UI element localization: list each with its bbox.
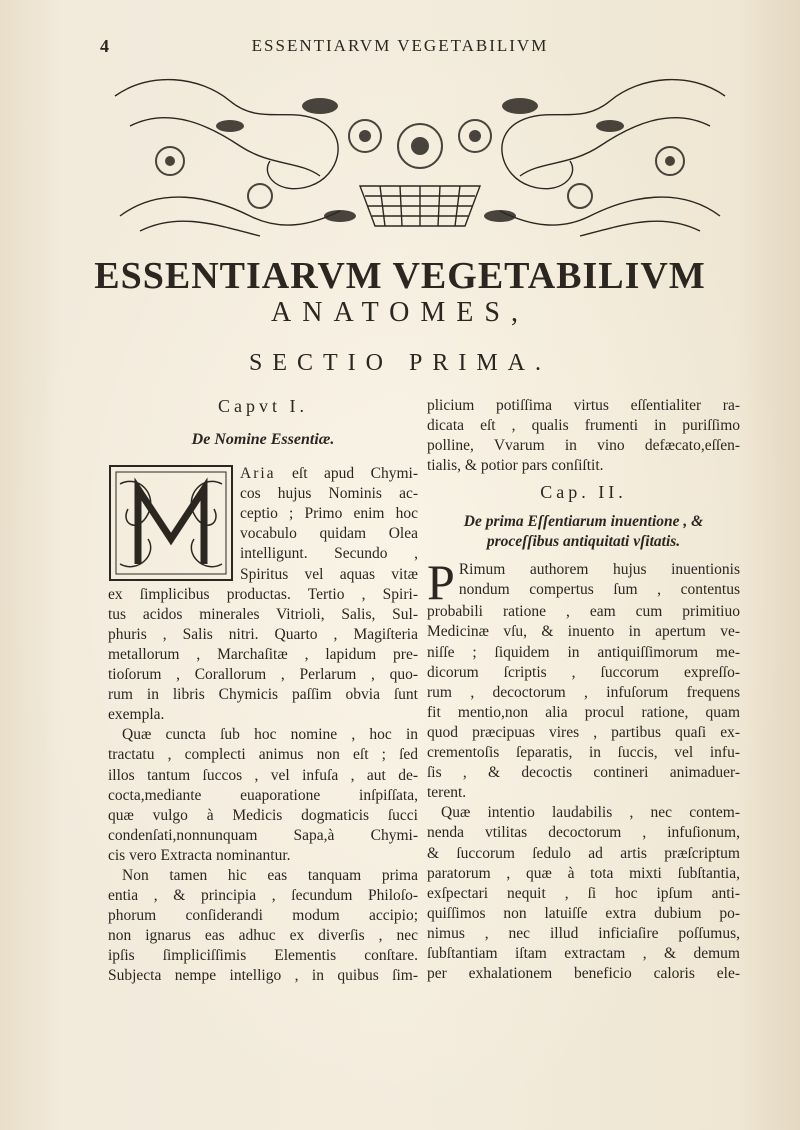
text-line: Non tamen hic eas tanquam prima [122, 866, 418, 884]
text-line: cos hujus Nominis ac- [240, 485, 418, 503]
text-line: nondum compertus ſum , contentus [458, 581, 740, 599]
chapter-title-line: proceſſibus antiquitati vſitatis. [486, 533, 681, 551]
chapter-title: De Nomine Essentiæ. [191, 431, 335, 448]
text-line: niſſe ; ſiquidem in antiquiſſimorum me- [427, 643, 740, 661]
text-line: cocta,mediante euaporatione inſpiſſata, [108, 786, 418, 804]
text-line: ſis , & decoctis contineri animaduer- [427, 764, 740, 782]
text-line: paratorum , quæ à tota mixti ſubſtantia, [427, 864, 740, 882]
text-line: polline, Vvarum in vino defæcato,eſſen- [427, 437, 740, 455]
paragraph-3 [108, 866, 418, 987]
text-line: phorum conſiderandi modum accipio; [108, 907, 418, 925]
chapter-heading: Capvt I. [218, 396, 308, 416]
text-line: Rimum authorem hujus inuentionis [458, 561, 740, 579]
text-line: eſt apud Chymi- [292, 465, 418, 483]
text-line: dicorum ſcriptis , ſuccorum expreſſo- [427, 663, 740, 681]
text-line: quod præcipuas vires , partibus quaſi ex- [427, 723, 740, 741]
text-line: dicata eſt , qualis frumenti in puriſſimo [427, 417, 740, 435]
text-line: illos tantum ſuccos , vel infuſa , aut de- [108, 766, 418, 784]
text-line: rum , decoctorum , infuſorum frequens [427, 683, 740, 701]
text-line: crementoſis ſeparatis, in ſuccis, vel infu- [427, 744, 740, 762]
text-line: condenſati,nonnunquam Sapa,à Chymi- [108, 826, 418, 844]
section-title: SECTIO PRIMA. [248, 350, 552, 376]
paragraph-1 [108, 464, 418, 725]
paragraph-1 [427, 554, 740, 803]
paragraph-2 [427, 803, 740, 984]
initial-word-caps: Aria [240, 465, 276, 483]
chapter-title [427, 512, 740, 552]
text-line: cis vero Extracta nominantur. [108, 846, 291, 864]
text-line: rum in libris Chymicis paſſim obvia ſunt [108, 686, 418, 704]
text-line: Quæ cuncta ſub hoc nomine , hoc in [122, 726, 418, 744]
text-line: quiſſimos non latuiſſe extra dubium po- [427, 904, 740, 922]
text-line: exſpectari nequit , ſi hoc ipſum anti- [427, 884, 740, 902]
right-column [427, 396, 740, 984]
text-line: non ignarus eas adhuc ex diverſis , nec [108, 927, 418, 945]
text-line: quæ vulgo à Medicis dogmaticis ſucci [108, 806, 418, 824]
text-line: Medicinæ vſu, & inuento in apertum ve- [427, 623, 740, 641]
text-line: tioſorum , Corallorum , Perlarum , quo- [108, 666, 418, 684]
text-line: nenda vtilitas decoctorum , infuſionum, [427, 824, 740, 842]
subtitle: ANATOMES, [271, 297, 529, 328]
floral-headpiece-ornament [110, 66, 730, 244]
text-line: ipſis ſimpliciſſimis Elementis conſtare. [108, 947, 418, 965]
paragraph-continued [427, 396, 740, 476]
text-line: nimus , nec illud inficiaſire poſſumus, [427, 924, 740, 942]
text-line: tialis, & potior pars conſiſtit. [427, 457, 604, 475]
ornamental-initial-m-icon [108, 464, 234, 582]
chapter-heading: Cap. II. [540, 482, 627, 503]
running-head: ESSENTIARVM VEGETABILIVM [251, 36, 549, 55]
text-line: ſubſtantiam iſtam extractam , & demum [427, 944, 740, 962]
left-column [108, 396, 418, 987]
text-line: Quæ intentio laudabilis , nec contem- [441, 804, 740, 822]
chapter-title-line: De prima Eſſentiarum inuentione , & [463, 513, 704, 531]
text-line: exempla. [108, 706, 165, 724]
text-line: Spiritus vel aquas vitæ [240, 565, 418, 583]
paragraph-2 [108, 725, 418, 866]
text-line: metallorum , Marchaſitæ , lapidum pre- [108, 645, 418, 663]
text-line: Subjecta nempe intelligo , in quibus ſim- [108, 967, 418, 985]
text-line: & ſuccorum ſedulo ad artis præſcriptum [427, 844, 740, 862]
text-line: fit mentio,non alia procul ratione, quam [427, 703, 740, 721]
text-line: probabili ratione , eam cum primitiuo [427, 603, 740, 621]
text-line: tus acidos minerales Vitrioli, Salis, Sul- [108, 605, 418, 623]
text-line: ex ſimplicibus productas. Tertio , Spiri- [108, 585, 418, 603]
text-line: plicium potiſſima virtus eſſentialiter ra- [427, 397, 740, 414]
text-line: tractatu , complecti animus non eſt ; ſed [108, 746, 418, 764]
main-title: ESSENTIARVM VEGETABILIVM [94, 255, 706, 297]
text-line: terent. [427, 784, 467, 802]
text-line: intelligunt. Secundo , [240, 545, 418, 563]
drop-cap-initial: P [427, 554, 455, 611]
text-line: per exhalationem beneficio caloris ele- [427, 965, 740, 983]
text-line: vocabulo quidam Olea [240, 525, 418, 543]
page-number: 4 [100, 36, 109, 56]
text-line: phuris , Salis nitri. Quarto , Magiſteria [108, 625, 418, 643]
text-line: ceptio ; Primo enim hoc [240, 505, 418, 523]
text-line: entia , & principia , ſecundum Philoſo- [108, 887, 418, 905]
